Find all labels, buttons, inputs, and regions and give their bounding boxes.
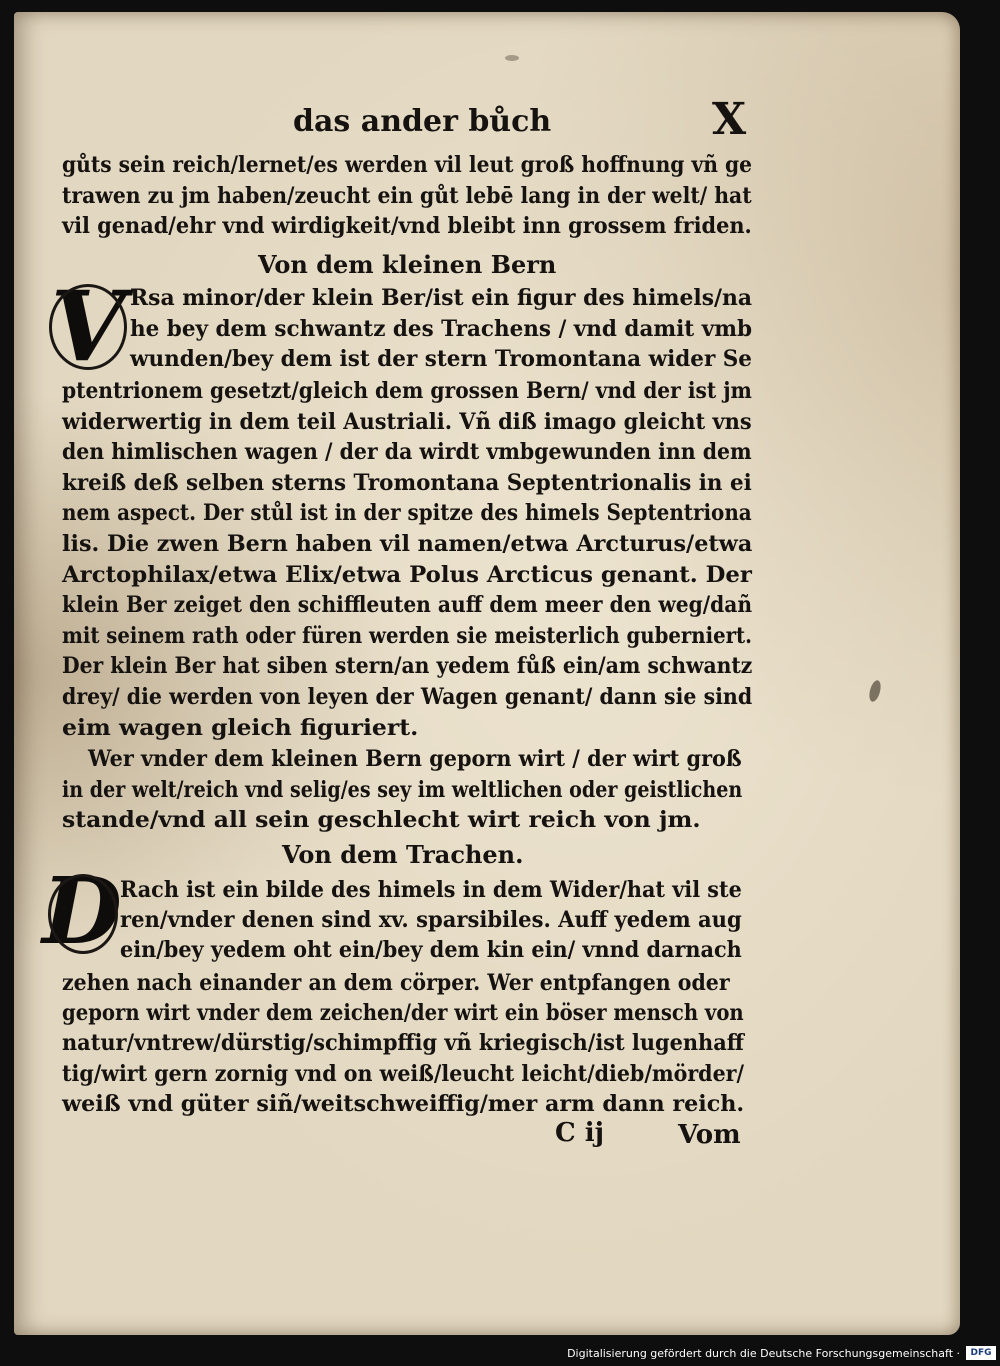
text-line: mit seinem rath oder füren werden sie meisterlich guberniert. — [62, 622, 752, 649]
text-line: drey/ die werden von leyen der Wagen genant/ dann sie sind — [62, 684, 753, 710]
text-line: gůts sein reich/lernet/es werden vil leut groß hoffnung vñ ge — [62, 152, 753, 178]
text-line: ren/vnder denen sind xv. sparsibiles. Auff yedem aug — [120, 907, 742, 933]
footer-text: Digitalisierung gefördert durch die Deutsche Forschungsgemeinschaft · — [567, 1346, 960, 1360]
text-line: zehen nach einander an dem cörper. Wer entpfangen oder — [62, 970, 730, 996]
dfg-logo-text: DFG — [970, 1348, 992, 1358]
initial-flourish — [49, 284, 127, 370]
initial-letter: D — [42, 857, 122, 965]
text-line: kreiß deß selben sterns Tromontana Septentrionalis in ei — [62, 469, 752, 496]
text-line: weiß vnd güter siñ/weitschweiffig/mer arm dann reich. — [62, 1090, 745, 1117]
text-line: vil genad/ehr vnd wirdigkeit/vnd bleibt inn grossem friden. — [62, 213, 752, 239]
text-line: eim wagen gleich figuriert. — [62, 714, 419, 741]
decorated-initial-d — [42, 857, 122, 965]
digitization-footer — [567, 1342, 996, 1364]
text-line: geporn wirt vnder dem zeichen/der wirt ein böser mensch von — [62, 1000, 744, 1027]
text-line: natur/vntrew/dürstig/schimpffig vñ kriegisch/ist lugenhaff — [62, 1030, 744, 1057]
section-heading-bern: Von dem kleinen Bern — [258, 250, 557, 279]
dfg-logo-icon — [966, 1346, 996, 1360]
catchword: Vom — [678, 1120, 741, 1150]
text-line: Der klein Ber hat siben stern/an yedem fůß ein/am schwantz — [62, 653, 753, 680]
text-line: nem aspect. Der stůl ist in der spitze des himels Septentriona — [62, 500, 752, 527]
signature-mark: C ij — [555, 1118, 605, 1148]
text-line: tig/wirt gern zornig vnd on weiß/leucht leicht/dieb/mörder/ — [62, 1060, 745, 1087]
text-line: den himlischen wagen / der da wirdt vmbgewunden inn dem — [62, 439, 752, 466]
initial-letter: V — [50, 269, 126, 383]
folio-number: X — [712, 94, 747, 145]
text-line: in der welt/reich vnd selig/es sey im weltlichen oder geistlichen — [62, 776, 743, 803]
text-line: Arctophilax/etwa Elix/etwa Polus Arcticus genant. Der — [62, 561, 752, 588]
initial-flourish — [48, 874, 118, 954]
text-line: widerwertig in dem teil Austriali. Vñ diß imago gleicht vns — [62, 408, 752, 435]
text-line: he bey dem schwantz des Trachens / vnd damit vmb — [130, 315, 752, 342]
text-line: trawen zu jm haben/zeucht ein gůt lebē lang in der welt/ hat — [62, 182, 752, 209]
text-line: stande/vnd all sein geschlecht wirt reich von jm. — [62, 807, 701, 833]
text-line: ein/bey yedem oht ein/bey dem kin ein/ vnnd darnach — [120, 937, 742, 963]
text-line: Rsa minor/der klein Ber/ist ein figur des himels/na — [130, 285, 753, 311]
running-head: das ander bůch — [293, 104, 552, 139]
ink-stain — [505, 55, 519, 61]
text-line: klein Ber zeiget den schiffleuten auff dem meer den weg/dañ — [62, 592, 753, 619]
text-line: lis. Die zwen Bern haben vil namen/etwa Arcturus/etwa — [62, 531, 753, 557]
decorated-initial-v — [47, 269, 129, 383]
text-line: ptentrionem gesetzt/gleich dem grossen Bern/ vnd der ist jm — [62, 378, 752, 404]
text-line: Wer vnder dem kleinen Bern geporn wirt / der wirt groß — [88, 746, 742, 772]
text-line: Rach ist ein bilde des himels in dem Wider/hat vil ste — [120, 877, 742, 903]
text-line: wunden/bey dem ist der stern Tromontana wider Se — [130, 346, 752, 372]
section-heading-trachen: Von dem Trachen. — [282, 840, 524, 869]
